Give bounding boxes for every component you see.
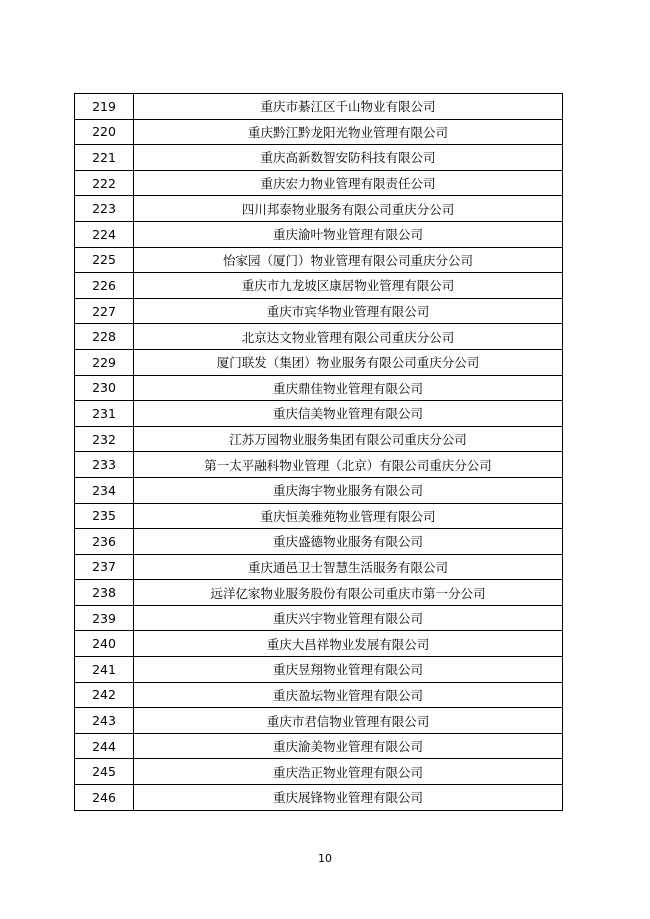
table-row bbox=[75, 298, 563, 324]
row-number: 232 bbox=[75, 426, 134, 452]
table-row bbox=[75, 554, 563, 580]
table-row bbox=[75, 477, 563, 503]
table-row bbox=[75, 605, 563, 631]
company-name: 重庆宏力物业管理有限责任公司 bbox=[134, 170, 563, 196]
row-number: 238 bbox=[75, 580, 134, 606]
table-row bbox=[75, 580, 563, 606]
company-name: 四川邦泰物业服务有限公司重庆分公司 bbox=[134, 196, 563, 222]
table-row bbox=[75, 733, 563, 759]
row-number: 233 bbox=[75, 452, 134, 478]
table-row bbox=[75, 119, 563, 145]
row-number: 219 bbox=[75, 94, 134, 120]
company-name: 怡家园（厦门）物业管理有限公司重庆分公司 bbox=[134, 247, 563, 273]
company-name: 重庆渝美物业管理有限公司 bbox=[134, 733, 563, 759]
company-name: 重庆鼎佳物业管理有限公司 bbox=[134, 375, 563, 401]
company-name: 重庆市君信物业管理有限公司 bbox=[134, 708, 563, 734]
company-name: 重庆大昌祥物业发展有限公司 bbox=[134, 631, 563, 657]
company-name: 重庆兴宇物业管理有限公司 bbox=[134, 605, 563, 631]
table-row bbox=[75, 708, 563, 734]
company-name: 重庆通邑卫士智慧生活服务有限公司 bbox=[134, 554, 563, 580]
table-row bbox=[75, 631, 563, 657]
table-row bbox=[75, 349, 563, 375]
company-name: 厦门联发（集团）物业服务有限公司重庆分公司 bbox=[134, 349, 563, 375]
company-list-table bbox=[74, 93, 563, 811]
table-row bbox=[75, 170, 563, 196]
table-row bbox=[75, 785, 563, 811]
table-row bbox=[75, 375, 563, 401]
company-name: 重庆高新数智安防科技有限公司 bbox=[134, 145, 563, 171]
row-number: 237 bbox=[75, 554, 134, 580]
company-name: 北京达文物业管理有限公司重庆分公司 bbox=[134, 324, 563, 350]
table-row bbox=[75, 682, 563, 708]
row-number: 244 bbox=[75, 733, 134, 759]
row-number: 222 bbox=[75, 170, 134, 196]
company-name: 第一太平融科物业管理（北京）有限公司重庆分公司 bbox=[134, 452, 563, 478]
table-row bbox=[75, 401, 563, 427]
company-name: 重庆恒美雅苑物业管理有限公司 bbox=[134, 503, 563, 529]
company-name: 重庆市綦江区千山物业有限公司 bbox=[134, 94, 563, 120]
row-number: 231 bbox=[75, 401, 134, 427]
row-number: 229 bbox=[75, 349, 134, 375]
company-name: 重庆市九龙坡区康居物业管理有限公司 bbox=[134, 273, 563, 299]
page-number: 10 bbox=[318, 852, 332, 865]
row-number: 242 bbox=[75, 682, 134, 708]
table-row bbox=[75, 145, 563, 171]
row-number: 225 bbox=[75, 247, 134, 273]
company-name: 重庆昱翔物业管理有限公司 bbox=[134, 657, 563, 683]
row-number: 228 bbox=[75, 324, 134, 350]
row-number: 239 bbox=[75, 605, 134, 631]
row-number: 246 bbox=[75, 785, 134, 811]
table-row bbox=[75, 503, 563, 529]
company-name: 重庆盈坛物业管理有限公司 bbox=[134, 682, 563, 708]
company-name: 重庆渝叶物业管理有限公司 bbox=[134, 221, 563, 247]
row-number: 241 bbox=[75, 657, 134, 683]
table-row bbox=[75, 324, 563, 350]
table-row bbox=[75, 657, 563, 683]
row-number: 235 bbox=[75, 503, 134, 529]
company-name: 重庆信美物业管理有限公司 bbox=[134, 401, 563, 427]
row-number: 240 bbox=[75, 631, 134, 657]
company-name: 江苏万园物业服务集团有限公司重庆分公司 bbox=[134, 426, 563, 452]
row-number: 236 bbox=[75, 529, 134, 555]
table-row bbox=[75, 759, 563, 785]
row-number: 220 bbox=[75, 119, 134, 145]
table-row bbox=[75, 529, 563, 555]
row-number: 245 bbox=[75, 759, 134, 785]
row-number: 230 bbox=[75, 375, 134, 401]
company-name: 远洋亿家物业服务股份有限公司重庆市第一分公司 bbox=[134, 580, 563, 606]
company-name: 重庆海宇物业服务有限公司 bbox=[134, 477, 563, 503]
company-name: 重庆展锋物业管理有限公司 bbox=[134, 785, 563, 811]
table-row bbox=[75, 452, 563, 478]
row-number: 243 bbox=[75, 708, 134, 734]
company-list-body bbox=[75, 94, 563, 811]
row-number: 227 bbox=[75, 298, 134, 324]
table-row bbox=[75, 247, 563, 273]
company-name: 重庆市宾华物业管理有限公司 bbox=[134, 298, 563, 324]
table-row bbox=[75, 94, 563, 120]
row-number: 234 bbox=[75, 477, 134, 503]
row-number: 221 bbox=[75, 145, 134, 171]
row-number: 223 bbox=[75, 196, 134, 222]
company-name: 重庆盛德物业服务有限公司 bbox=[134, 529, 563, 555]
row-number: 224 bbox=[75, 221, 134, 247]
table-row bbox=[75, 273, 563, 299]
table-row bbox=[75, 221, 563, 247]
table-row bbox=[75, 426, 563, 452]
table-row bbox=[75, 196, 563, 222]
row-number: 226 bbox=[75, 273, 134, 299]
company-name: 重庆浩正物业管理有限公司 bbox=[134, 759, 563, 785]
company-name: 重庆黔江黔龙阳光物业管理有限公司 bbox=[134, 119, 563, 145]
